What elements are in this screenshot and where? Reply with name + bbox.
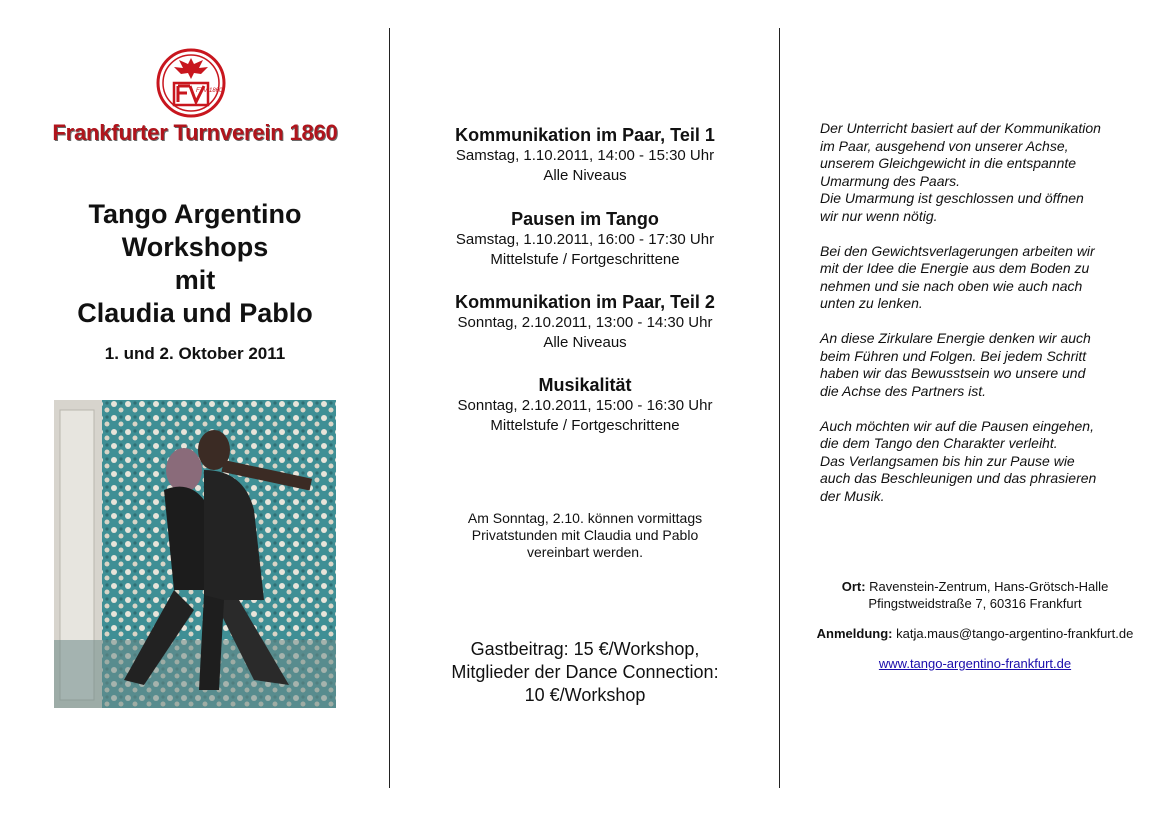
workshop-level: Alle Niveaus	[543, 167, 627, 184]
workshop-1	[420, 124, 750, 186]
workshop-name: Pausen im Tango	[511, 209, 659, 229]
workshop-name: Musikalität	[538, 375, 632, 395]
event-title-line: Tango Argentino	[88, 199, 302, 229]
column-divider-left	[389, 28, 390, 788]
location-label: Ort:	[841, 579, 866, 594]
description-paragraph: An diese Zirkulare Energie denken wir auch beim Führen und Folgen. Bei jedem Schritt haben wir das Bewusstsein wo unsere und die Achse des Partners ist.	[820, 330, 1091, 399]
workshop-time: Sonntag, 2.10.2011, 13:00 - 14:30 Uhr	[457, 314, 713, 331]
location-address: Ravenstein-Zentrum, Hans-Grötsch-Halle	[865, 579, 1109, 594]
description-paragraph: Bei den Gewichtsverlagerungen arbeiten wir mit der Idee die Energie aus dem Boden zu nehmen und sie nach oben wie auch nach unten zu lenken.	[820, 242, 1095, 311]
club-logo	[156, 48, 226, 118]
event-dates: 1. und 2. Oktober 2011	[104, 344, 286, 363]
location-street: Pfingstweidstraße 7, 60316 Frankfurt	[868, 596, 1082, 611]
workshop-name: Kommunikation im Paar, Teil 1	[455, 125, 715, 145]
workshop-level: Mittelstufe / Fortgeschrittene	[490, 417, 680, 434]
fee-info: Gastbeitrag: 15 €/Workshop, Mitglieder der Dance Connection: 10 €/Workshop	[451, 639, 719, 705]
event-title-line: Workshops	[121, 232, 269, 262]
contact-info	[800, 578, 1150, 672]
private-lessons-note: Am Sonntag, 2.10. können vormittags Privatstunden mit Claudia und Pablo vereinbart werden.	[467, 510, 703, 560]
workshop-level: Alle Niveaus	[543, 334, 627, 351]
event-title-line: mit	[174, 265, 216, 295]
location	[800, 578, 1150, 595]
workshop-level: Mittelstufe / Fortgeschrittene	[490, 251, 680, 268]
description-paragraph: Der Unterricht basiert auf der Kommunikation im Paar, ausgehend von unserer Achse, unserem Gleichgewicht in die entspannte Umarmung des Paars. Die Umarmung ist geschlossen und öffnen wir nur wenn nötig.	[820, 120, 1101, 224]
logo-text: FTV 1860	[196, 88, 223, 94]
workshop-4	[420, 374, 750, 436]
workshop-2	[420, 208, 750, 270]
description-paragraph: Auch möchten wir auf die Pausen eingehen, die dem Tango den Charakter verleiht. Das Verlangsamen bis hin zur Pause wie auch das Beschleunigen und das phrasieren der Musik.	[820, 417, 1097, 504]
workshop-description	[820, 120, 1140, 523]
tango-couple-photo	[54, 400, 336, 708]
column-divider-right	[779, 28, 780, 788]
workshop-time: Samstag, 1.10.2011, 16:00 - 17:30 Uhr	[455, 231, 715, 248]
workshop-time: Samstag, 1.10.2011, 14:00 - 15:30 Uhr	[455, 147, 715, 164]
workshop-3	[420, 291, 750, 353]
registration	[800, 625, 1150, 642]
workshop-time: Sonntag, 2.10.2011, 15:00 - 16:30 Uhr	[457, 397, 713, 414]
registration-email[interactable]: katja.maus@tango-argentino-frankfurt.de	[892, 626, 1134, 641]
workshop-name: Kommunikation im Paar, Teil 2	[455, 292, 715, 312]
event-title-line: Claudia und Pablo	[77, 298, 313, 328]
event-title	[40, 198, 350, 330]
registration-label: Anmeldung:	[816, 626, 893, 641]
website-link[interactable]: www.tango-argentino-frankfurt.de	[878, 656, 1072, 671]
club-name: Frankfurter Turnverein 1860	[52, 120, 338, 145]
